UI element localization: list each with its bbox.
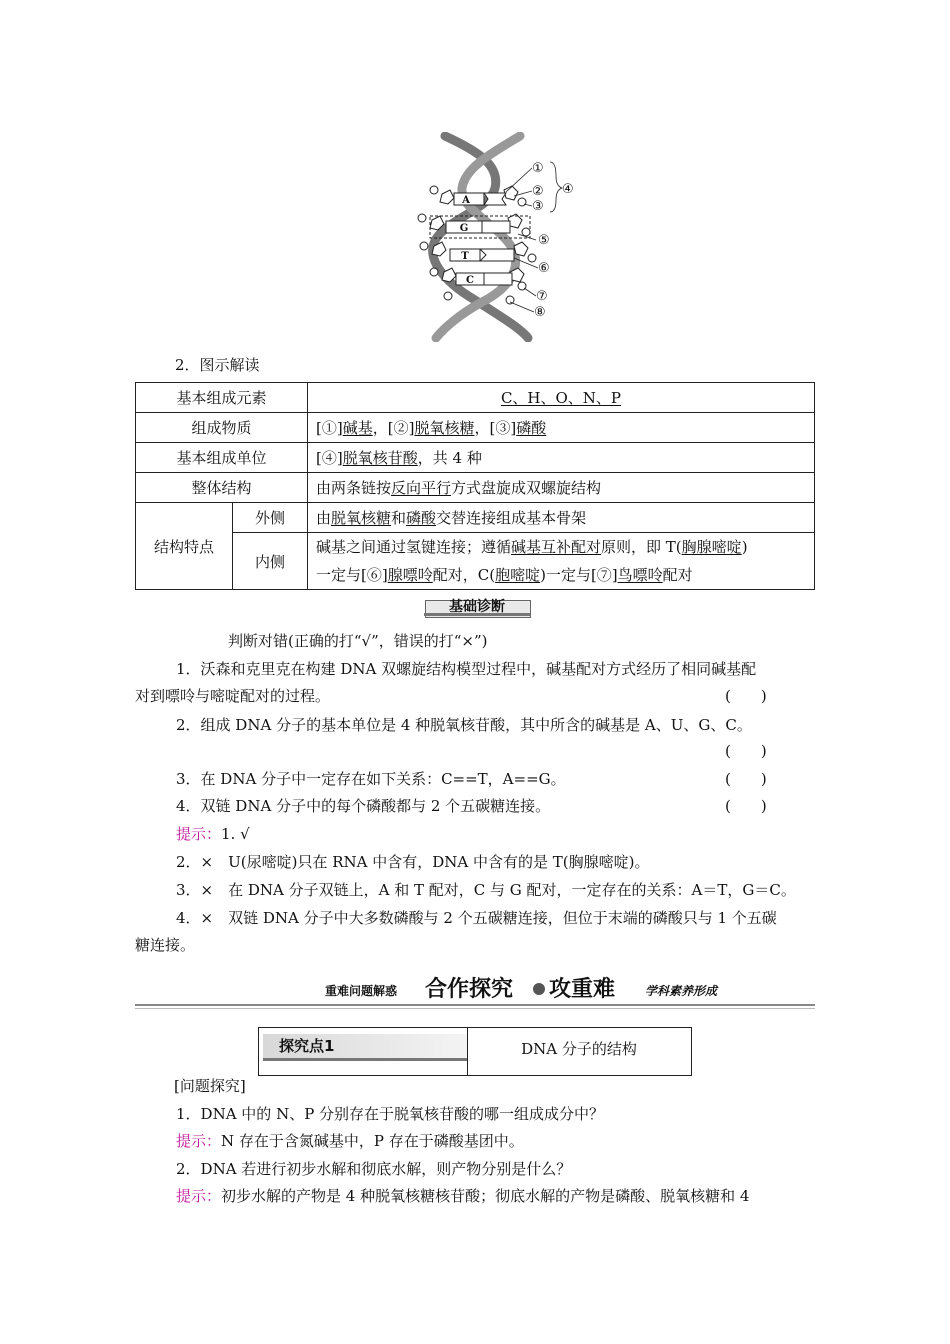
inner-line-1 (316, 533, 806, 561)
inner-line-2 (316, 561, 806, 589)
row-label: 整体结构 (136, 473, 308, 503)
underlined-answer: 磷酸 (516, 419, 547, 437)
table-row (136, 473, 815, 503)
answer-blank: ( ) (725, 797, 767, 815)
structure-table (135, 382, 815, 590)
hint-label: 提示： (176, 825, 222, 843)
label-5: ⑤ (538, 233, 550, 248)
text-segment: 和 (391, 509, 407, 527)
label-4: ④ (562, 182, 574, 197)
text-segment: ，[③] (474, 419, 517, 437)
question-section: [问题探究] (174, 1077, 246, 1095)
explore-title: DNA 分子的结构 (521, 1040, 637, 1058)
answer-1: 提示：1. √ (176, 825, 250, 843)
text-segment: ，[②] (372, 419, 415, 437)
label-7: ⑦ (536, 289, 548, 304)
underlined-answer: 脱氧核苷酸 (342, 449, 418, 467)
hint-label: 提示： (176, 1187, 222, 1205)
underlined-answer: 碱基 (342, 419, 373, 437)
outer-content (308, 503, 815, 533)
row-label: 组成物质 (136, 413, 308, 443)
label-8: ⑧ (534, 305, 546, 320)
row-content (308, 473, 815, 503)
row-content (308, 443, 815, 473)
table-row (136, 503, 815, 533)
text-segment: ，共 4 种 (417, 449, 482, 467)
banner-left-text: 重难问题解惑 (325, 984, 398, 998)
underlined-answer: C、H、O、N、P (500, 389, 622, 407)
question-4: 4．双链 DNA 分子中的每个磷酸都与 2 个五碳糖连接。 (176, 797, 551, 815)
table-row (136, 413, 815, 443)
answer-3: 3．× 在 DNA 分子双链上，A 和 T 配对，C 与 G 配对，一定存在的关系：A＝T，G＝C。 (176, 881, 796, 899)
answer-blank: ( ) (725, 770, 767, 788)
banner-divider (135, 1004, 815, 1006)
answer-blank: ( ) (725, 687, 767, 705)
text-segment: 交替连接组成基本骨架 (436, 509, 587, 527)
explore-badge-label: 探究点1 (279, 1037, 335, 1055)
underlined-answer: 胞嘧啶 (495, 566, 541, 584)
diagnosis-badge-label: 基础诊断 (449, 599, 505, 615)
underlined-answer: 鸟嘌呤 (617, 566, 663, 584)
question-1-line-2: 对到嘌呤与嘧啶配对的过程。 (135, 687, 331, 705)
banner-main-right: 攻重难 (549, 977, 616, 1002)
row-label: 基本组成元素 (136, 383, 308, 413)
underlined-answer: 胸腺嘧啶 (681, 538, 742, 556)
outer-label: 外侧 (233, 503, 308, 533)
base-t-label: T (461, 251, 469, 262)
base-a-label: A (462, 195, 470, 206)
banner-main-left: 合作探究 (425, 977, 514, 1002)
text-segment: [④] (316, 449, 343, 467)
table-row (136, 383, 815, 413)
answer-4-line-2: 糖连接。 (135, 936, 196, 954)
text-segment: 由 (316, 509, 332, 527)
underlined-answer: 碱基互补配对 (511, 538, 602, 556)
text-segment: 由两条链按 (316, 479, 392, 497)
inner-label: 内侧 (233, 533, 308, 590)
banner-right-text: 学科素养形成 (645, 984, 718, 998)
text-segment: 碱基之间通过氢键连接；遵循 (316, 538, 512, 556)
arrow-icon (533, 983, 545, 995)
feature-label: 结构特点 (136, 503, 233, 590)
answer-4-line-1: 4．× 双链 DNA 分子中大多数磷酸与 2 个五碳糖连接，但位于末端的磷酸只与 1 个五碳 (176, 909, 777, 927)
text-segment: [①] (316, 419, 343, 437)
table-row (136, 533, 815, 590)
base-g-label: G (459, 223, 469, 234)
label-3: ③ (532, 199, 544, 214)
text-segment: 一定与[⑥] (316, 566, 388, 584)
text-segment: ) (741, 538, 748, 556)
text-segment: )一定与[⑦] (540, 566, 618, 584)
label-1: ① (532, 161, 544, 176)
underlined-answer: 脱氧核糖 (414, 419, 475, 437)
row-content (308, 383, 815, 413)
question-3: 3．在 DNA 分子中一定存在如下关系：C==T，A==G。 (176, 770, 566, 788)
row-content (308, 413, 815, 443)
answer-blank: ( ) (725, 742, 767, 760)
question-1-line-1: 1．沃森和克里克在构建 DNA 双螺旋结构模型过程中，碱基配对方式经历了相同碱基配 (176, 660, 757, 678)
explore-question-2: 2．DNA 若进行初步水解和彻底水解，则产物分别是什么？ (176, 1160, 572, 1178)
table-row (136, 443, 815, 473)
dna-double-helix-figure (410, 132, 580, 342)
hint-label: 提示： (176, 1132, 222, 1150)
question-2: 2．组成 DNA 分子的基本单位是 4 种脱氧核苷酸，其中所含的碱基是 A、U、G、C。 (176, 716, 752, 734)
text-segment: 方式盘旋成双螺旋结构 (451, 479, 602, 497)
underlined-answer: 反向平行 (391, 479, 452, 497)
answer-2: 2．× U(尿嘧啶)只在 RNA 中含有，DNA 中含有的是 T(胸腺嘧啶)。 (176, 853, 650, 871)
text-segment: 配对 (662, 566, 693, 584)
label-2: ② (532, 184, 544, 199)
explore-answer-2: 提示：初步水解的产物是 4 种脱氧核糖核苷酸；彻底水解的产物是磷酸、脱氧核糖和 4 (176, 1187, 750, 1205)
row-label: 基本组成单位 (136, 443, 308, 473)
underlined-answer: 腺嘌呤 (387, 566, 433, 584)
explore-point-box (258, 1027, 692, 1076)
section-heading: 2．图示解读 (175, 356, 260, 374)
inner-content (308, 533, 815, 590)
banner-divider (135, 1008, 815, 1009)
underlined-answer: 脱氧核糖 (331, 509, 392, 527)
explore-question-1: 1．DNA 中的 N、P 分别存在于脱氧核苷酸的哪一组成成分中？ (176, 1105, 605, 1123)
instruction: 判断对错(正确的打“√”，错误的打“×”) (228, 632, 488, 650)
text-segment: 配对，C( (432, 566, 496, 584)
label-6: ⑥ (538, 261, 550, 276)
text-segment: 原则，即 T( (601, 538, 682, 556)
explore-answer-1: 提示：N 存在于含氮碱基中，P 存在于磷酸基团中。 (176, 1132, 524, 1150)
underlined-answer: 磷酸 (406, 509, 437, 527)
base-c-label: C (466, 275, 474, 286)
section-banner (135, 975, 815, 1005)
